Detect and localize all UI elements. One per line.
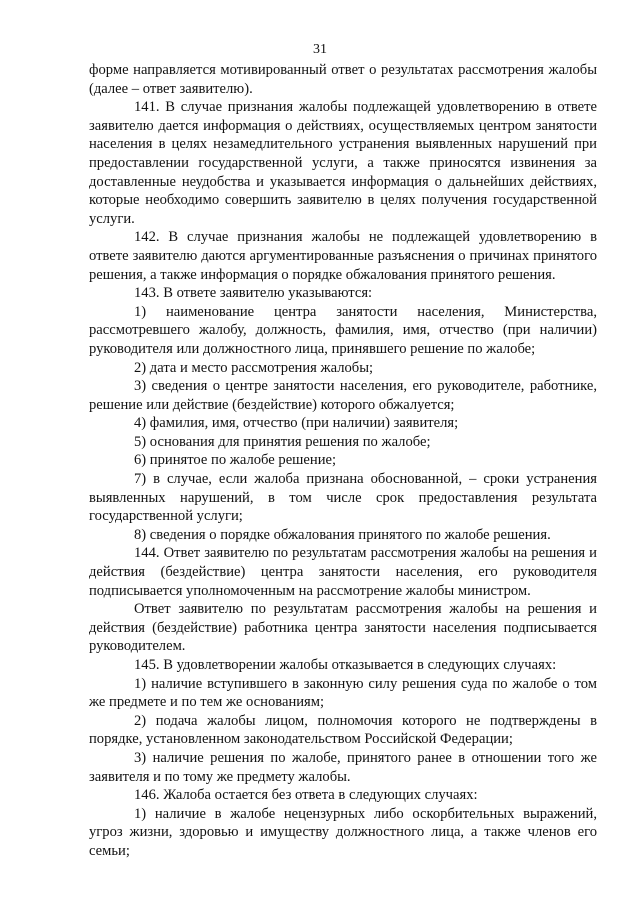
paragraph: 141. В случае признания жалобы подлежащей удовлетворению в ответе заявителю дается информация о действиях, осуществляемых центром занятости населения в целях незамедлительного устранения выявленных нарушений при предоставлении государственной услуги, а также приносятся извинения за доставленные неудобства и указывается информация о дальнейших действиях, которые необходимо совершить заявителю в целях получения государственной услуги. — [89, 99, 597, 227]
paragraph: Ответ заявителю по результатам рассмотрения жалобы на решения и действия (бездействие) работника центра занятости населения подписывается руководителем. — [89, 601, 597, 655]
list-item: 3) наличие решения по жалобе, принятого ранее в отношении того же заявителя и по тому же предмету жалобы. — [89, 749, 597, 785]
paragraph: 142. В случае признания жалобы не подлежащей удовлетворению в ответе заявителю даются аргументированные разъяснения о причинах принятого решения, а также информация о порядке обжалования принятого решения. — [89, 229, 597, 283]
paragraph: форме направляется мотивированный ответ о результатах рассмотрения жалобы (далее – ответ заявителю). — [89, 62, 597, 97]
list-item: 1) наименование центра занятости населения, Министерства, рассмотревшего жалобу, должность, фамилия, имя, отчество (при наличии) руководителя или должностного лица, принявшего решение по жалобе; — [89, 303, 597, 357]
list-item: 2) дата и место рассмотрения жалобы; — [134, 359, 374, 376]
list-item: 5) основания для принятия решения по жалобе; — [134, 433, 431, 450]
paragraph: 144. Ответ заявителю по результатам рассмотрения жалобы на решения и действия (бездействие) центра занятости населения, его руководителя подписывается уполномоченным на рассмотрение жалобы министром. — [89, 545, 597, 599]
list-item: 4) фамилия, имя, отчество (при наличии) заявителя; — [134, 415, 459, 432]
paragraph: 143. В ответе заявителю указываются: — [134, 285, 373, 302]
list-item: 7) в случае, если жалоба признана обоснованной, – сроки устранения выявленных нарушений, в том числе срок предоставления результата государственной услуги; — [89, 471, 597, 525]
paragraph: 145. В удовлетворении жалобы отказывается в следующих случаях: — [134, 657, 557, 673]
list-item: 8) сведения о порядке обжалования принятого по жалобе решения. — [134, 526, 551, 543]
page-number: 31 — [313, 42, 327, 57]
list-item: 3) сведения о центре занятости населения, его руководителе, работнике, решение или действие (бездействие) которого обжалуется; — [89, 378, 597, 413]
list-item: 1) наличие в жалобе нецензурных либо оскорбительных выражений, угроз жизни, здоровью и имуществу должностного лица, а также членов его семьи; — [89, 805, 597, 859]
list-item: 6) принятое по жалобе решение; — [134, 452, 337, 469]
document-body — [89, 61, 597, 861]
list-item: 2) подача жалобы лицом, полномочия которого не подтверждены в порядке, установленном законодательством Российской Федерации; — [89, 712, 597, 748]
list-item: 1) наличие вступившего в законную силу решения суда по жалобе о том же предмете и по тем же основаниям; — [89, 675, 597, 711]
paragraph: 146. Жалоба остается без ответа в следующих случаях: — [134, 787, 478, 804]
